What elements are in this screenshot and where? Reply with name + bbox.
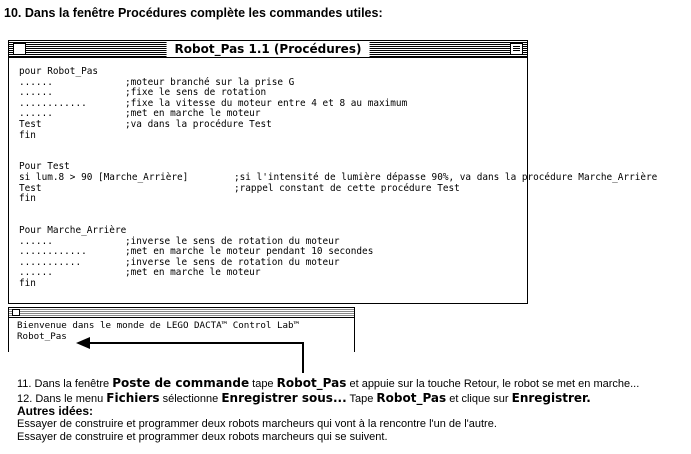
code-line: ........... ;inverse le sens de rotation du moteur xyxy=(19,256,340,268)
code-line: ...... ;met en marche le moteur xyxy=(19,108,261,120)
code-line: ...... ;fixe le sens de rotation xyxy=(19,87,267,99)
procedures-titlebar[interactable] xyxy=(9,41,527,58)
page-heading: 10. Dans la fenêtre Procédures complète les commandes utiles: xyxy=(4,6,383,20)
zoom-box-icon[interactable] xyxy=(510,43,523,55)
command-titlebar[interactable] xyxy=(9,308,354,318)
code-line: ...... ;inverse le sens de rotation du moteur xyxy=(19,235,340,247)
code-line: si lum.8 > 90 [Marche_Arrière] ;si l'intensité de lumière dépasse 90%, va dans la procédure Marche_Arrière xyxy=(19,171,658,183)
welcome-message: Bienvenue dans le monde de LEGO DACTA™ Control Lab™ xyxy=(17,320,300,331)
command-input-area[interactable] xyxy=(17,321,299,342)
close-box-icon[interactable] xyxy=(13,43,26,55)
close-box-icon[interactable] xyxy=(12,309,20,316)
code-line: fin xyxy=(19,193,36,205)
idea-item: Essayer de construire et programmer deux robots marcheurs qui vont à la rencontre l'un de l'autre. xyxy=(17,418,497,430)
code-line: pour Robot_Pas xyxy=(19,66,99,77)
code-line: fin xyxy=(19,277,36,289)
code-line: fin xyxy=(19,129,36,141)
code-line: Test ;rappel constant de cette procédure Test xyxy=(19,182,460,194)
instruction-step-11: 11. Dans la fenêtre Poste de commande tape Robot_Pas et appuie sur la touche Retour, le robot se met en marche... xyxy=(17,376,640,390)
command-window xyxy=(8,307,355,352)
procedures-window xyxy=(8,40,658,304)
other-ideas-title: Autres idées: xyxy=(17,404,94,418)
procedures-window-title: Robot_Pas 1.1 (Procédures) xyxy=(167,41,370,57)
code-line: Pour Test xyxy=(19,161,70,173)
code-line: Test ;va dans la procédure Test xyxy=(19,118,272,130)
code-line: ...... ;met en marche le moteur xyxy=(19,267,261,279)
idea-item: Essayer de construire et programmer deux robots marcheurs qui se suivent. xyxy=(17,431,388,443)
code-line: ...... ;moteur branché sur la prise G xyxy=(19,76,295,88)
procedures-code-editor[interactable] xyxy=(19,66,658,289)
code-line: ............ ;fixe la vitesse du moteur entre 4 et 8 au maximum xyxy=(19,97,408,109)
code-line: ............ ;met en marche le moteur pendant 10 secondes xyxy=(19,246,374,258)
command-input[interactable]: Robot_Pas xyxy=(17,330,67,342)
code-line: Pour Marche_Arrière xyxy=(19,224,127,236)
instruction-step-12: 12. Dans le menu Fichiers sélectionne Enregistrer sous... Tape Robot_Pas et clique sur Enregistrer. xyxy=(17,391,591,405)
